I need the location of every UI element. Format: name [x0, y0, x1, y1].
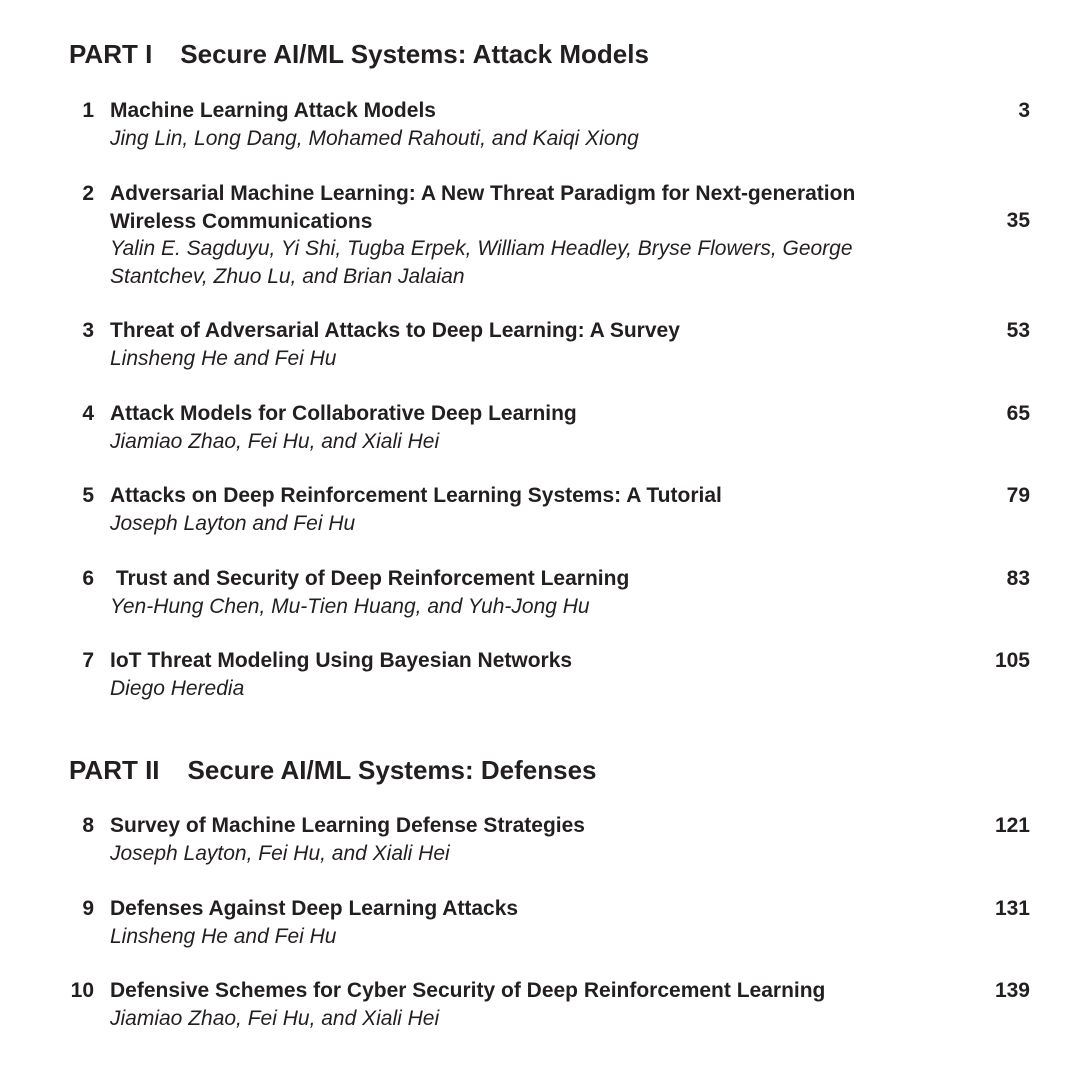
chapter-page: 79: [1006, 484, 1030, 507]
chapter-page: 131: [994, 897, 1030, 920]
part-label: PART II: [69, 755, 160, 785]
chapter-authors: Diego Heredia: [110, 677, 245, 700]
chapter-number: 6: [82, 567, 94, 590]
part-heading: [69, 755, 597, 785]
chapter-title: Attacks on Deep Reinforcement Learning Systems: A Tutorial: [110, 484, 722, 507]
chapter-number: 7: [82, 649, 94, 672]
chapter-page: 121: [994, 814, 1030, 837]
chapter-number: 5: [82, 484, 94, 507]
chapter-title: Trust and Security of Deep Reinforcement Learning: [110, 567, 630, 590]
part-heading: [69, 39, 649, 69]
chapter-number: 1: [82, 99, 94, 122]
chapter-title: Defensive Schemes for Cyber Security of Deep Reinforcement Learning: [110, 979, 826, 1002]
chapter-number: 4: [82, 402, 94, 425]
chapter-title: Defenses Against Deep Learning Attacks: [110, 897, 519, 920]
chapter-authors: Linsheng He and Fei Hu: [110, 925, 337, 948]
chapter-page: 83: [1006, 567, 1030, 590]
chapter-page: 3: [1018, 99, 1030, 122]
chapter-title: Threat of Adversarial Attacks to Deep Learning: A Survey: [110, 319, 680, 342]
chapter-authors: Jiamiao Zhao, Fei Hu, and Xiali Hei: [110, 1007, 440, 1030]
part-label: PART I: [69, 39, 153, 69]
chapter-title: Survey of Machine Learning Defense Strategies: [110, 814, 585, 837]
chapter-title: IoT Threat Modeling Using Bayesian Networks: [110, 649, 573, 672]
chapter-page: 105: [994, 649, 1030, 672]
chapter-number: 8: [82, 814, 94, 837]
chapter-title: Adversarial Machine Learning: A New Threat Paradigm for Next-generation Wireless Communications: [110, 182, 856, 233]
chapter-authors: Linsheng He and Fei Hu: [110, 347, 337, 370]
chapter-page: 139: [994, 979, 1030, 1002]
chapter-number: 9: [82, 897, 94, 920]
chapter-authors: Jing Lin, Long Dang, Mohamed Rahouti, and Kaiqi Xiong: [110, 127, 639, 150]
chapter-authors: Jiamiao Zhao, Fei Hu, and Xiali Hei: [110, 430, 440, 453]
chapter-number: 2: [82, 182, 94, 205]
chapter-authors: Yalin E. Sagduyu, Yi Shi, Tugba Erpek, William Headley, Bryse Flowers, George Stantchev, Zhuo Lu, and Brian Jalaian: [110, 237, 853, 288]
chapter-number: 3: [82, 319, 94, 342]
chapter-page: 35: [1006, 209, 1030, 232]
chapter-authors: Joseph Layton and Fei Hu: [110, 512, 356, 535]
chapter-title: Attack Models for Collaborative Deep Learning: [110, 402, 577, 425]
chapter-page: 65: [1006, 402, 1030, 425]
chapter-number: 10: [70, 979, 94, 1002]
chapter-authors: Yen-Hung Chen, Mu-Tien Huang, and Yuh-Jong Hu: [110, 595, 590, 618]
part-title: Secure AI/ML Systems: Defenses: [187, 755, 597, 785]
chapter-title: Machine Learning Attack Models: [110, 99, 436, 122]
chapter-authors: Joseph Layton, Fei Hu, and Xiali Hei: [110, 842, 450, 865]
part-title: Secure AI/ML Systems: Attack Models: [180, 39, 649, 69]
chapter-page: 53: [1006, 319, 1030, 342]
